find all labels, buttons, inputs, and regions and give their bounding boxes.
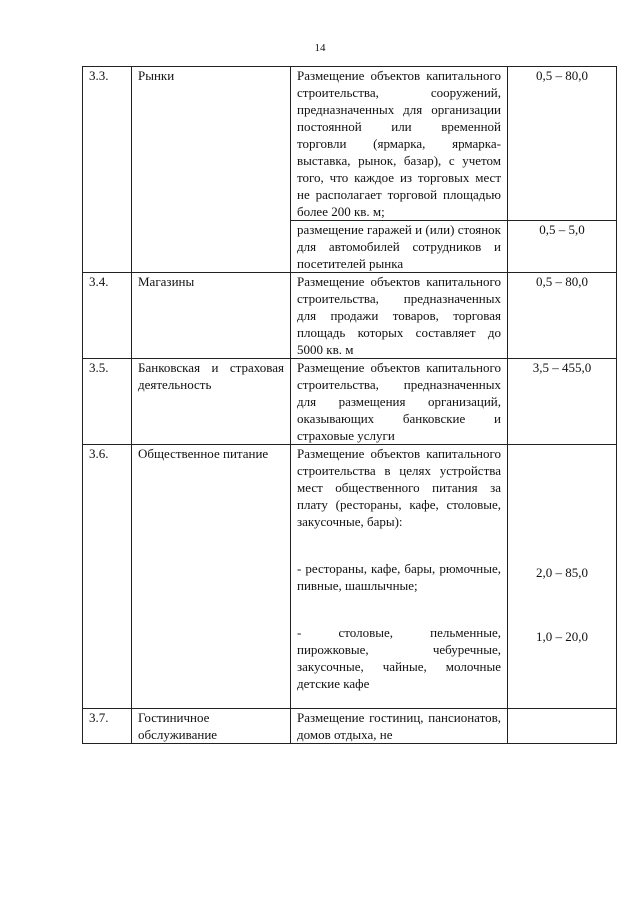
use-subitem: - столовые, пельменные, пирожковые, чебуречные, закусочные, чайные, молочные детские кафе [297, 625, 501, 691]
table-row [83, 709, 617, 744]
row-number: 3.5. [83, 359, 132, 445]
table-row [83, 359, 617, 445]
use-description: размещение гаражей и (или) стоянок для автомобилей сотрудников и посетителей рынка [291, 221, 508, 273]
area-range: 3,5 – 455,0 [508, 359, 617, 445]
use-description: Размещение объектов капитального строительства, предназначенных для продажи товаров, торговая площадь которых составляет до 5000 кв. м [291, 273, 508, 359]
area-range: 1,0 – 20,0 [536, 629, 588, 644]
table-row [83, 273, 617, 359]
page-number: 14 [314, 42, 326, 54]
row-number: 3.4. [83, 273, 132, 359]
use-type-name: Магазины [132, 273, 291, 359]
area-range: 0,5 – 5,0 [508, 221, 617, 273]
use-description: Размещение гостиниц, пансионатов, домов отдыха, не [291, 709, 508, 744]
area-range: 2,0 – 85,0 [536, 565, 588, 580]
area-range: 0,5 – 80,0 [508, 273, 617, 359]
use-description: Размещение объектов капитального строительства, предназначенных для размещения организаций, оказывающих банковские и страховые услуги [291, 359, 508, 445]
use-subitem: - рестораны, кафе, бары, рюмочные, пивные, шашлычные; [297, 561, 501, 593]
row-number: 3.6. [83, 445, 132, 709]
use-description [291, 445, 508, 709]
use-type-name: Рынки [132, 67, 291, 273]
area-range [508, 709, 617, 744]
table-row [83, 67, 617, 221]
use-type-name: Гостиничное обслуживание [132, 709, 291, 744]
use-type-name: Банковская и страховая деятельность [132, 359, 291, 445]
row-number: 3.3. [83, 67, 132, 273]
area-range: 0,5 – 80,0 [508, 67, 617, 221]
row-number: 3.7. [83, 709, 132, 744]
table-row [83, 445, 617, 709]
land-use-table [82, 66, 617, 744]
use-description-intro: Размещение объектов капитального строительства в целях устройства мест общественного питания за плату (рестораны, кафе, столовые, закусочные, бары): [297, 446, 501, 529]
use-description: Размещение объектов капитального строительства, сооружений, предназначенных для организации постоянной или временной торговли (ярмарка, ярмарка-выставка, рынок, базар), с учетом того, что каждое из торговых мест не располагает торговой площадью более 200 кв. м; [291, 67, 508, 221]
use-type-name: Общественное питание [132, 445, 291, 709]
area-range-cell [508, 445, 617, 709]
